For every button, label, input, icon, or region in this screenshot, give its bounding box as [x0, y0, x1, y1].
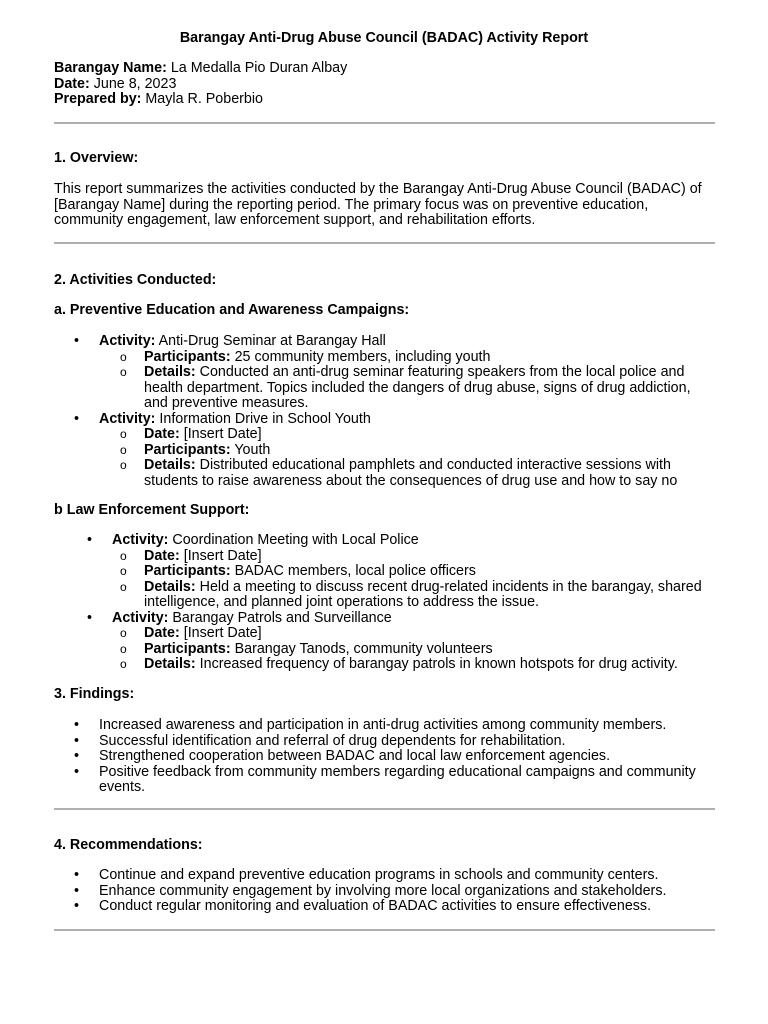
section-a-heading: a. Preventive Education and Awareness Campaigns:: [54, 302, 410, 318]
list-item: [54, 533, 716, 611]
barangay-name-value: La Medalla Pio Duran Albay: [170, 60, 348, 76]
list-item: [99, 443, 716, 459]
section-a-list: [54, 334, 716, 489]
sub-text: Held a meeting to discuss recent drug-related incidents in the barangay, shared intelligence, and planned joint operations to address the issue.: [144, 578, 702, 610]
barangay-name-label: Barangay Name:: [54, 60, 167, 76]
list-item: [112, 580, 716, 611]
list-item: [112, 626, 716, 642]
activities-heading: 2. Activities Conducted:: [54, 272, 217, 288]
prepared-by-label: Prepared by:: [54, 91, 142, 107]
date-label: Date:: [54, 75, 90, 92]
recommendations-list: [54, 868, 716, 915]
list-item: [99, 458, 716, 489]
list-item: [112, 642, 716, 658]
sub-text: Increased frequency of barangay patrols in known hotspots for drug activity.: [199, 656, 678, 672]
sub-text: [Insert Date]: [183, 426, 262, 442]
sub-label: Date:: [144, 426, 180, 442]
activity-label: Activity:: [99, 333, 156, 349]
section-b-list: [54, 533, 716, 673]
overview-heading: 1. Overview:: [54, 150, 139, 166]
list-item: • Conduct regular monitoring and evaluation of BADAC activities to ensure effectiveness.: [54, 899, 716, 915]
activity-label: Activity:: [99, 410, 156, 427]
sub-text: Youth: [234, 441, 271, 458]
sub-label: Date:: [144, 625, 180, 641]
findings-heading: 3. Findings:: [54, 686, 135, 702]
divider: [54, 242, 715, 244]
activity-title: Information Drive in School Youth: [159, 410, 371, 427]
sub-label: Details:: [144, 457, 196, 473]
date-value: June 8, 2023: [93, 75, 177, 92]
list-item: [99, 427, 716, 443]
findings-list: [54, 718, 716, 796]
sub-label: Participants:: [144, 441, 231, 458]
recommendations-heading: 4. Recommendations:: [54, 837, 203, 853]
barangay-name-line: [54, 61, 716, 77]
divider: [54, 929, 715, 931]
prepared-by-value: Mayla R. Poberbio: [145, 91, 263, 107]
sub-label: Date:: [144, 547, 180, 564]
activity-label: Activity:: [112, 532, 169, 548]
list-item: • Enhance community engagement by involving more local organizations and stakeholders.: [54, 884, 716, 900]
overview-text: This report summarizes the activities conducted by the Barangay Anti-Drug Abuse Council (BADAC) of [Barangay Name] during the reporting period. The primary focus was on preventive education, community engagement, law enforcement support, and rehabilitation efforts.: [54, 181, 702, 228]
list-item: [112, 564, 716, 580]
activity-title: Anti-Drug Seminar at Barangay Hall: [158, 333, 386, 349]
sub-label: Participants:: [144, 640, 231, 657]
sub-label: Participants:: [144, 348, 231, 365]
divider: [54, 808, 715, 810]
list-item: • Increased awareness and participation in anti-drug activities among community members.: [54, 718, 716, 734]
sub-text: [Insert Date]: [183, 625, 262, 641]
list-item: [54, 334, 716, 412]
divider: [54, 122, 715, 124]
activity-label: Activity:: [112, 609, 169, 626]
sub-text: 25 community members, including youth: [234, 348, 491, 365]
prepared-by-line: [54, 92, 716, 108]
list-item: [112, 549, 716, 565]
list-item: [99, 350, 716, 366]
list-item: [54, 611, 716, 673]
activity-title: Barangay Patrols and Surveillance: [172, 609, 392, 626]
sub-label: Details:: [144, 656, 196, 672]
sub-text: Distributed educational pamphlets and conducted interactive sessions with students to raise awareness about the consequences of drug use and how to say no: [144, 457, 678, 489]
list-item: [112, 657, 716, 673]
date-line: [54, 77, 716, 93]
section-b-heading: b Law Enforcement Support:: [54, 502, 250, 518]
list-item: • Strengthened cooperation between BADAC and local law enforcement agencies.: [54, 749, 716, 765]
report-title: Barangay Anti-Drug Abuse Council (BADAC) Activity Report: [179, 30, 589, 46]
sub-text: Conducted an anti-drug seminar featuring speakers from the local police and health department. Topics included the dangers of drug abuse, signs of drug addiction, and preventive measures.: [144, 364, 691, 411]
list-item: [99, 365, 716, 412]
sub-label: Participants:: [144, 563, 231, 579]
sub-label: Details:: [144, 364, 196, 380]
sub-label: Details:: [144, 578, 196, 595]
report-meta: [54, 61, 716, 108]
activity-title: Coordination Meeting with Local Police: [172, 532, 419, 548]
list-item: • Successful identification and referral of drug dependents for rehabilitation.: [54, 734, 716, 750]
sub-text: BADAC members, local police officers: [234, 563, 476, 579]
sub-text: [Insert Date]: [183, 547, 262, 564]
sub-text: Barangay Tanods, community volunteers: [234, 640, 493, 657]
list-item: [54, 412, 716, 490]
list-item: • Positive feedback from community members regarding educational campaigns and community events.: [54, 765, 716, 796]
list-item: • Continue and expand preventive education programs in schools and community centers.: [54, 868, 716, 884]
